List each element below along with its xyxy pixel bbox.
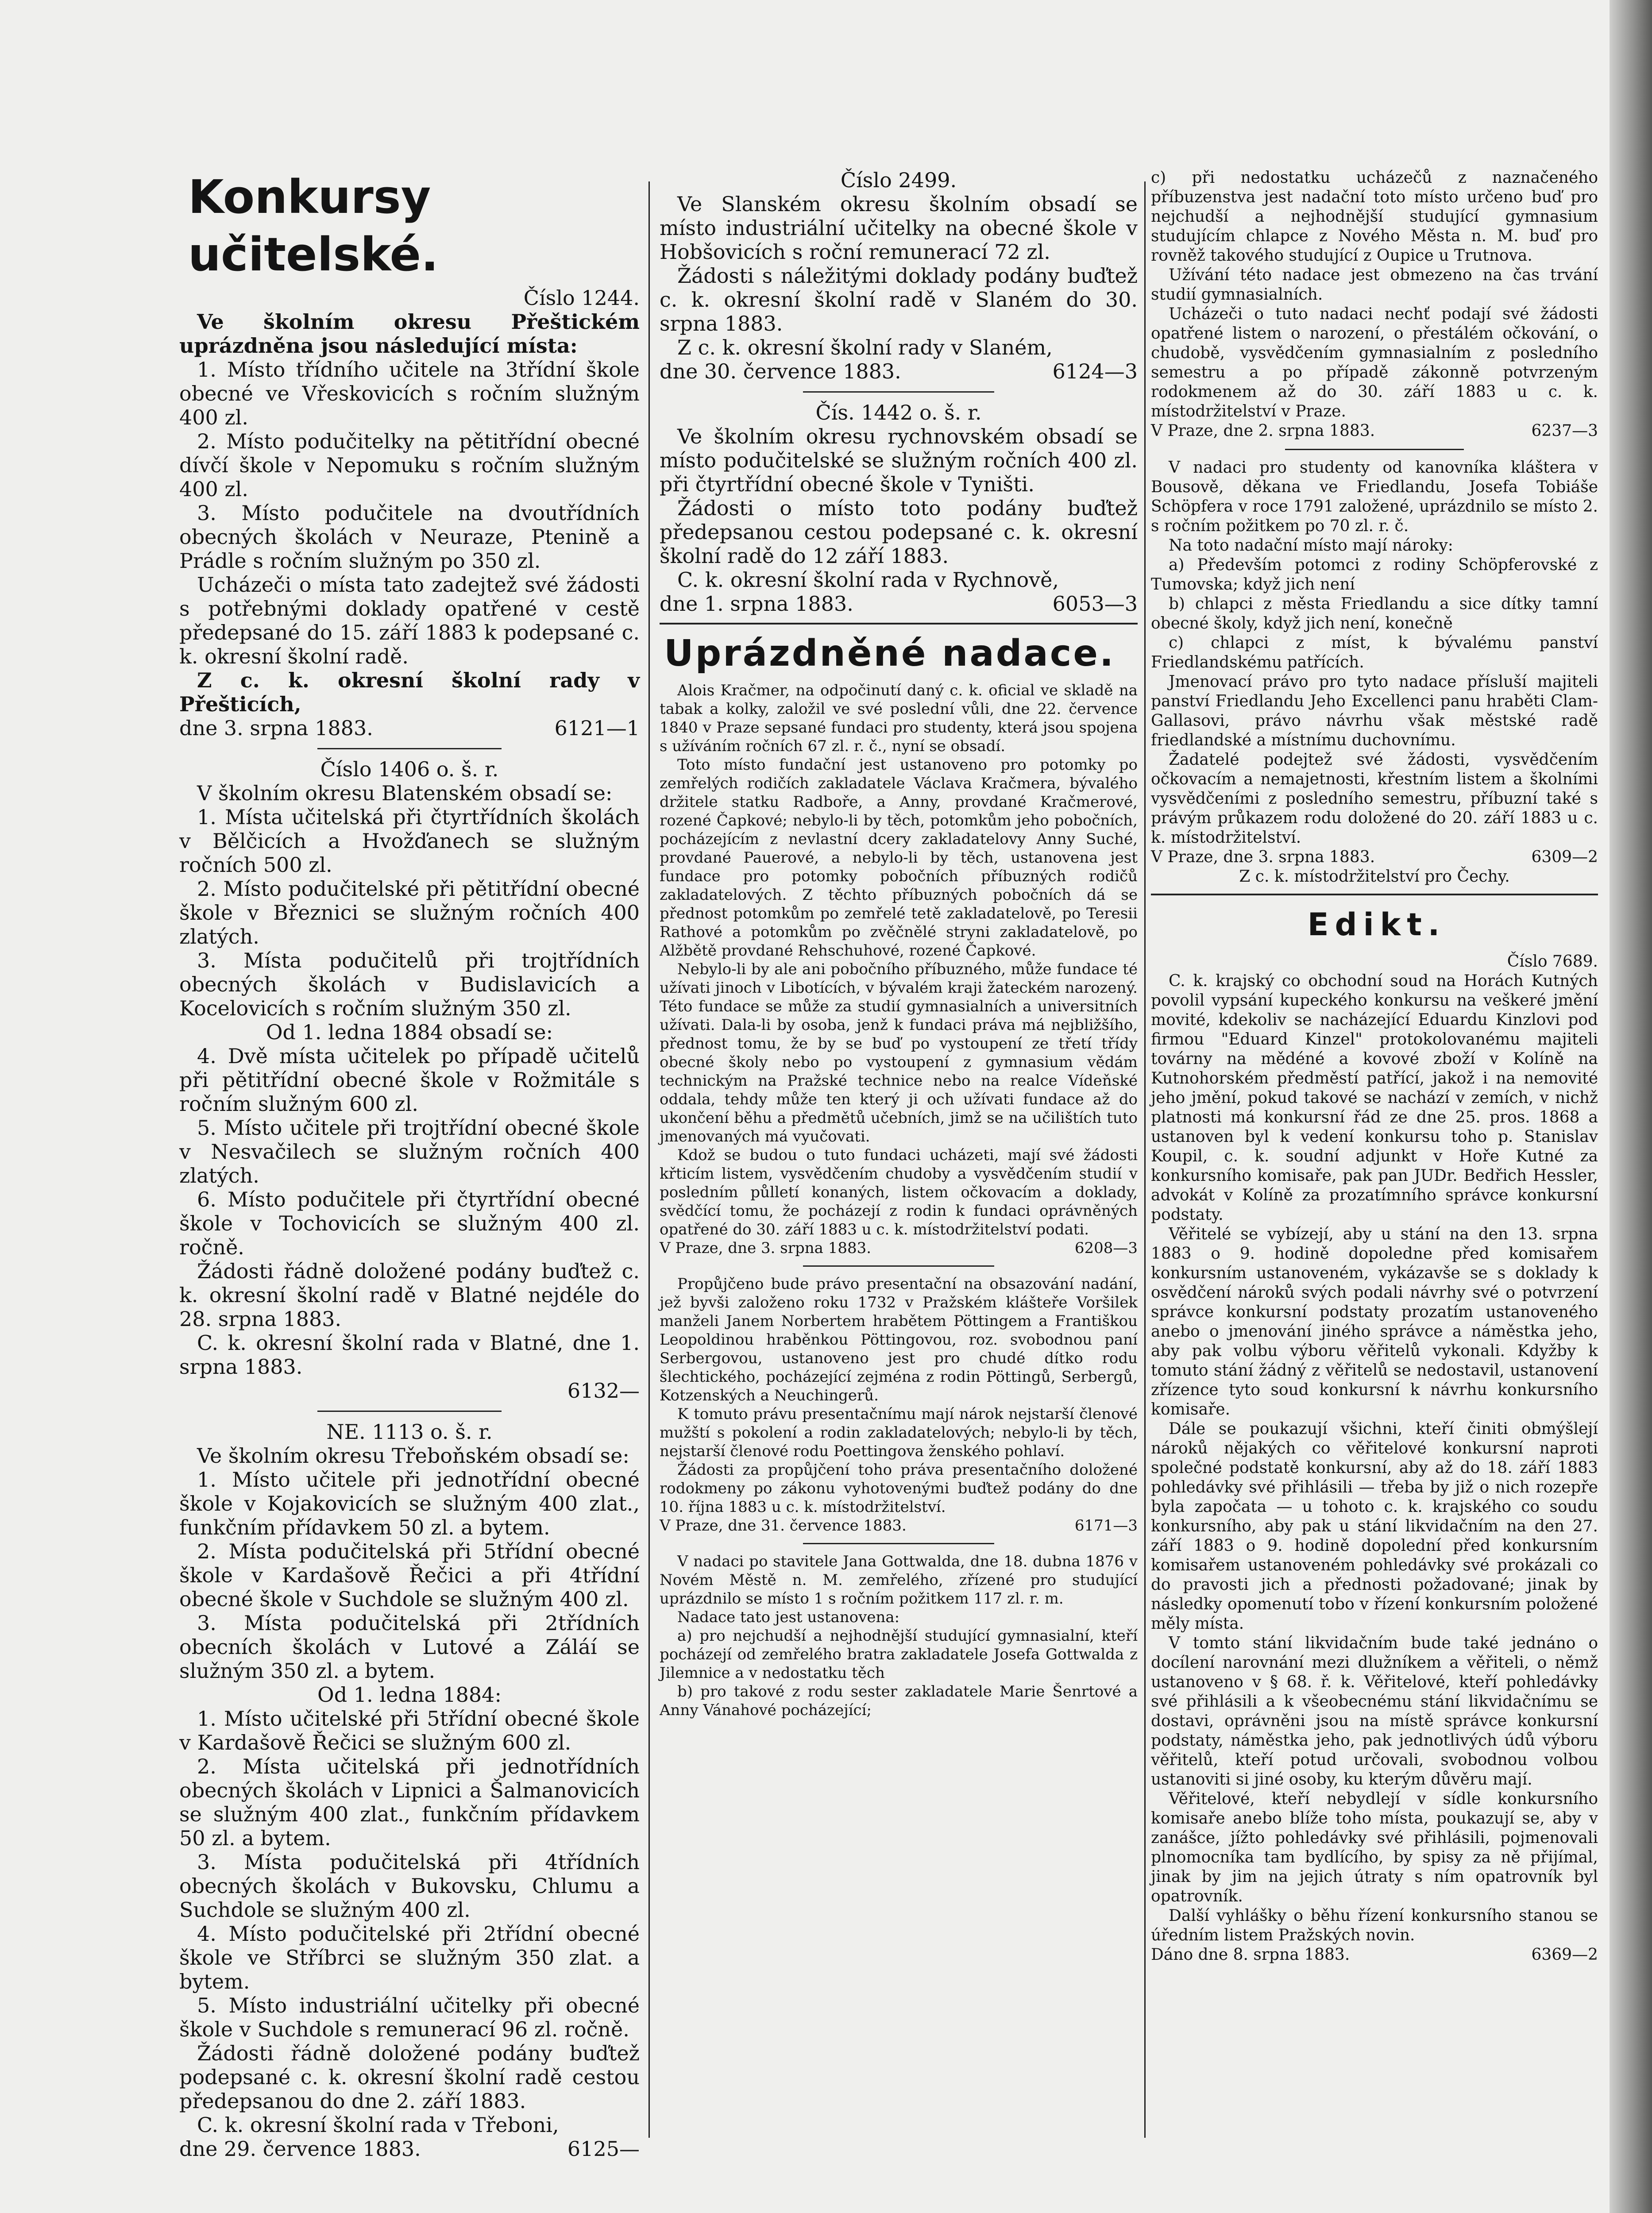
notice-ref: 6053—3 (1052, 592, 1138, 616)
divider (803, 1543, 994, 1544)
paragraph: c) při nedostatku ucházečů z naznačeného příbuzenstva jest nadační toto místo určeno buď pro nejchudší a nejhodnější studující gymnasium studujícím chlapce z Nového Města n. M. buď pro rovněž takového studující z Oupice u Trutnova. (1151, 169, 1598, 265)
notice-2499 (660, 168, 1138, 383)
divider (803, 1265, 994, 1267)
notice-body: Ve Slanském okresu školním obsadí se místo industriální učitelky na obecné škole v Hobšovicích s roční remunerací 72 zl. (660, 192, 1138, 264)
notice-body: Žádosti s náležitými doklady podány buďtež c. k. okresní školní radě v Slaném do 30. srpna 1883. (660, 264, 1138, 335)
divider (317, 1411, 502, 1412)
notice-date: Dáno dne 8. srpna 1883. (1151, 1946, 1350, 1964)
notice-date: V Praze, dne 31. července 1883. (660, 1517, 907, 1534)
notice-ref: 6237—3 (1531, 422, 1598, 440)
scan-edge (1610, 0, 1652, 2213)
divider (1151, 894, 1598, 895)
column-middle (660, 168, 1138, 1722)
notice-item: 3. Místa podučitelská při 2třídních obecních školách v Lutové a Záláí se služným 350 zl. a bytem. (179, 1611, 640, 1683)
notice-body: Ve školním okresu rychnovském obsadí se místo podučitelské se služným ročních 400 zl. při čtyrtřídní obecné škole v Tyništi. (660, 424, 1138, 496)
paragraph: V nadaci po stavitele Jana Gottwalda, dne 18. dubna 1876 v Novém Městě n. M. zemřelého, zřízené pro studující uprázdnilo se místo 1 s ročním požitkem 117 zl. r. m. (660, 1553, 1138, 1608)
notice-footer (660, 359, 1138, 383)
notice-number: Číslo 1406 o. š. r. (320, 757, 499, 781)
paragraph: Propůjčeno bude právo presentační na obsazování nadání, jež byvši založeno roku 1732 v Pražském klášteře Voršilek manželi Janem Norbertem hrabětem Pöttingem a Františkou Leopoldinou hraběnkou Pöttingovou, roz. svobodnou paní Serbergovou, ustanoveno jest pro chudé dítko rodu šlechtického, pocházející zejména z rodin Pöttingů, Serbergů, Kotzenských a Neuchingerů. (660, 1275, 1138, 1404)
paragraph: b) pro takové z rodu sester zakladatele Marie Šenrtové a Anny Vánahové pocházející; (660, 1683, 1138, 1719)
notice-item: 2. Místo podučitelské při pětitřídní obecné škole v Březnici se služným ročních 400 zlatých. (179, 877, 640, 948)
notice-footer (660, 592, 1138, 616)
section-title: Konkursy učitelské. (188, 170, 439, 281)
notice-item: 5. Místo industriální učitelky při obecné škole v Suchdole s remunerací 96 zl. ročně. (179, 1993, 640, 2041)
notice-signature: C. k. okresní školní rada v Rychnově, (677, 568, 1059, 592)
notice-item: 1. Místo učitelské při 5třídní obecné škole v Kardašově Řečici se služným 600 zl. (179, 1707, 640, 1754)
notice-date: V Praze, dne 3. srpna 1883. (1151, 848, 1375, 866)
notice-intro: Ve školním okresu Přeštickém uprázdněna jsou následující místa: (179, 310, 640, 358)
nadace-pottingen (660, 1275, 1138, 1535)
notice-1244 (179, 286, 640, 740)
paragraph: Nebylo-li by ale ani pobočního příbuzného, může fundace té užívati jinoch v Libotících, v bývalém kraji žateckém narozený. Této fundace se může za studií gymnasialních a universitních užívati. Dala-li by osoba, jenž k fundaci práva má nejbližšího, přednost tomu, že by se buď po vystoupení ze třetí třídy obecné školy nebo po vystoupení z gymnasium vědám technickým na Pražské technice nebo na realce Vídeňské oddala, tehdy může ten který ji och užívati fundace až do ukončení běhu a předmětů učebních, jimž se na učilištích tuto jmenovaných má vyučovati. (660, 960, 1138, 1145)
paragraph: Alois Kračmer, na odpočinutí daný c. k. oficial ve skladě na tabak a kolky, založil ve své poslední vůli, dne 22. července 1840 v Praze sepsané fundaci pro studenty, která jsou spojena s užíváním ročních 67 zl. r. č., nyní se obsadí. (660, 682, 1138, 755)
notice-date: V Praze, dne 2. srpna 1883. (1151, 422, 1375, 440)
notice-footer (1151, 1945, 1598, 1965)
section-banner: Edikt. (1307, 906, 1446, 943)
notice-ref: 6121—1 (554, 716, 640, 740)
notice-footer (179, 716, 640, 740)
notice-item: 1. Místo třídního učitele na 3třídní škole obecné ve Vřeskovicích s ročním služným 400 zl. (179, 358, 640, 429)
paragraph: Další vyhlášky o běhu řízení konkursního stanou se úředním listem Pražských novin. (1151, 1907, 1598, 1944)
notice-item: 4. Místo podučitelské při 2třídní obecné škole ve Stříbrci se služným 350 zlat. a bytem. (179, 1922, 640, 1993)
notice-signature: Z c. k. okresní školní rady v Přešticích, (179, 668, 640, 716)
notice-item: 2. Místo podučitelky na pětitřídní obecné dívčí škole v Nepomuku s ročním služným 400 zl. (179, 429, 640, 501)
notice-footer (660, 1516, 1138, 1535)
divider (317, 748, 502, 749)
notice-item: 6. Místo podučitele při čtyrtřídní obecné škole v Tochovicích se služným 400 zl. ročně. (179, 1187, 640, 1259)
paragraph: Nadace tato jest ustanovena: (677, 1608, 900, 1626)
column-left (179, 168, 640, 2163)
paragraph: Žádosti za propůjčení toho práva presentačního doložené rodokmeny po zákonu vyhotovenými buďtež podány do dne 10. října 1883 u c. k. místodržitelství. (660, 1461, 1138, 1516)
notice-item: 3. Místo podučitele na dvoutřídních obecných školách v Neuraze, Ptenině a Prádle s ročním služným po 350 zl. (179, 501, 640, 573)
notice-number: Číslo 1244. (523, 286, 640, 310)
paragraph: K tomuto právu presentačnímu mají nárok nejstarší členové mužští s pokolení a rodin zakladatelových; nebylo-li by těch, nejstarší členové rodu Poettingova ženského pohlaví. (660, 1405, 1138, 1460)
paragraph: C. k. krajský co obchodní soud na Horách Kutných povolil vypsání kupeckého konkursu na veškeré jmění movité, kdekoliv se nacházející Eduardu Kinzlovi pod firmou "Eduard Kinzel" protokolovanému majiteli továrny na mědéné a kovové zboží v Kolíně na Kutnohorském předměstí patřící, jakož i na nemovité jeho jmění, pokud takové se nachází v zemích, v nichž platnosti má konkursní řád ze dne 25. pros. 1868 a ustanoven byl k vedení konkursu toho p. Stanislav Koupil, c. k. soudní adjunkt v Hoře Kutné za konkursního komisaře, pak pan JUDr. Bedřich Hessler, advokát v Kolíně za prozatímního správce konkursní podstaty. (1151, 972, 1598, 1224)
notice-number: Čís. 1442 o. š. r. (815, 401, 982, 424)
paragraph: Ucházeči o tuto nadaci nechť podají své žádosti opatřené listem o narození, o přestálém očkování, o chudobě, vysvědčením gymnasialním z posledního semestru a po případě zákonně potvrzeným rodokmenem až do 30. září 1883 u c. k. místodržitelství v Praze. (1151, 305, 1598, 420)
notice-1113 (179, 1420, 640, 2161)
notice-ref: 6369—2 (1531, 1946, 1598, 1964)
notice-body: Žádosti řádně doložené podány buďtež c. k. okresní školní radě v Blatné nejdéle do 28. srpna 1883. (179, 1259, 640, 1331)
notice-date: dne 29. července 1883. (179, 2137, 421, 2161)
notice-footer (179, 2137, 640, 2161)
notice-1442 (660, 401, 1138, 616)
nadace-gottwald-cont (1151, 168, 1598, 441)
notice-item: 3. Místa podučitelská při 4třídních obecných školách v Bukovsku, Chlumu a Suchdole se služným 400 zl. (179, 1850, 640, 1922)
divider (660, 623, 1138, 625)
notice-ref: 6208—3 (1074, 1239, 1138, 1257)
paragraph: Věřitelové, kteří nebydlejí v sídle konkursního komisaře anebo blíže toho místa, poukazují se, aby v zanášce, jížto pohledávky své přihlásili, pojmenovali plnomocníka tam bydlícího, by spisy za ně přijímal, jinak by jim na jejich útraty s ním opatrovník byl opatrovník. (1151, 1790, 1598, 1905)
notice-signature: C. k. okresní školní rada v Blatné, dne 1. srpna 1883. (179, 1331, 640, 1379)
notice-signature: Z c. k. místodržitelství pro Čechy. (1239, 867, 1510, 886)
paragraph: c) chlapci z míst, k bývalému panství Friedlandskému patřících. (1151, 634, 1598, 671)
paragraph: Na toto nadační místo mají nároky: (1169, 536, 1453, 555)
notice-number: NE. 1113 o. š. r. (326, 1420, 493, 1444)
notice-ref: 6309—2 (1531, 848, 1598, 866)
notice-item: 2. Místa učitelská při jednotřídních obecných školách v Lipnici a Šalmanovicích se služným 400 zlat., funkčním přídavkem 50 zl. a bytem. (179, 1754, 640, 1850)
notice-number: Číslo 2499. (840, 168, 957, 192)
column-right (1151, 168, 1598, 1967)
notice-item: 3. Místa podučitelů při trojtřídních obecných školách v Budislavicích a Kocelovicích s ročním služným 350 zl. (179, 948, 640, 1020)
paragraph: V tomto stání likvidačním bude také jednáno o docílení narovnání mezi dlužníkem a věřiteli, o němž ustanoveno v § 68. ř. k. Věřitelové, kteří pohledávky své přihlásili a k všeobecnému stání likvidačnímu se dostavi, oprávněni jsou na místě správce konkursní podstaty, náměstka jeho, pak jednotlivých údů výboru věřitelů, kteří potud určovali, svobodnou volbou ustanoviti si jiné osoby, ku kterým důvěru mají. (1151, 1634, 1598, 1789)
divider (803, 391, 994, 393)
paragraph: a) pro nejchudší a nejhodnější studující gymnasialní, kteří pocházejí od zemřelého bratra zakladatele Josefa Gottwalda z Jilemnice a v nedostatku těch (660, 1627, 1138, 1682)
notice-body: Žádosti o místo toto podány buďtež předepsanou cestou podepsané c. k. okresní školní radě do 12 září 1883. (660, 496, 1138, 568)
notice-item: 4. Dvě místa učitelek po případě učitelů při pětitřídní obecné škole v Rožmitále s ročním služným 600 zl. (179, 1044, 640, 1116)
notice-date: dne 3. srpna 1883. (179, 716, 373, 740)
notice-item: 5. Místo učitele při trojtřídní obecné škole v Nesvačilech se služným ročních 400 zlatých. (179, 1116, 640, 1187)
notice-footer (1151, 848, 1598, 867)
paragraph: Dále se poukazují všichni, kteří činiti obmýšlejí nároků nějakých co věřitelové konkursní naproti společné podstatě konkursní, aby až do 18. září 1883 pohledávky své přihlásili — třeba by již o nich rozepře byla započata — u tohoto c. k. krajského co soudu konkursního, aby pak u stání likvidačním na den 27. září 1883 o 9. hodině dopolední před konkursním komisařem ustanoveném pohledávky své prokázali co do pravosti jich a přednosti požadované; jinak by následky opomenutí tobo v řízení konkursním položené měly místa. (1151, 1420, 1598, 1633)
notice-item: 2. Místa podučitelská při 5třídní obecné škole v Kardašově Řečici a při 4třídní obecné škole v Suchdole se služným 400 zl. (179, 1539, 640, 1611)
notice-signature: C. k. okresní školní rada v Třeboni, (197, 2113, 559, 2137)
notice-date: dne 1. srpna 1883. (660, 592, 853, 616)
paragraph: Věřitelé se vybízejí, aby u stání na den 13. srpna 1883 o 9. hodině dopoledne před komisařem konkursním ustanoveném, vykázavše se s doklady k osvědčení nároků svých podali návrhy své o potvrzení správce konkursní podstaty prozatím ustanoveného anebo o jmenování jiného správce a náměstka jeho, aby pak volbu výboru věřitelů vykonali. Kdyžby k tomuto stání žádný z věřitelů se nedostavil, ustanovení zřízence tyto soud konkursní k návrhu konkursního komisaře. (1151, 1225, 1598, 1419)
notice-intro: Ve školním okresu Třeboňském obsadí se: (197, 1444, 629, 1468)
divider (1285, 449, 1464, 450)
edikt-7689 (1151, 952, 1598, 1965)
nadace-schopfer (1151, 458, 1598, 887)
notice-ref: 6132— (567, 1379, 640, 1403)
notice-subheading: Od 1. ledna 1884 obsadí se: (266, 1020, 553, 1044)
nadace-kracmer (660, 681, 1138, 1257)
notice-ref: 6124—3 (1052, 359, 1138, 383)
column-rule (1144, 181, 1146, 2138)
notice-body: Žádosti řádně doložené podány buďtež podepsané c. k. okresní školní radě cestou předepsanou do dne 2. září 1883. (179, 2041, 640, 2113)
paragraph: Kdož se budou o tuto fundaci ucházeti, mají své žádosti křticím listem, vysvědčením chudoby a vysvědčením studií v posledním půlletí konaných, listem očkovacím a doklady, svědčící tomu, že pocházejí z rodin k fundaci oprávněných opatřené do 30. září 1883 u c. k. místodržitelství podati. (660, 1146, 1138, 1238)
notice-date: V Praze, dne 3. srpna 1883. (660, 1239, 872, 1257)
paragraph: b) chlapci z města Friedlandu a sice dítky tamní obecné školy, když jich není, konečně (1151, 595, 1598, 632)
notice-subheading: Od 1. ledna 1884: (317, 1683, 502, 1707)
notice-ref: 6171—3 (1074, 1517, 1138, 1534)
notice-intro: V školním okresu Blatenském obsadí se: (197, 781, 613, 805)
notice-date: dne 30. července 1883. (660, 359, 901, 383)
notice-footer (1151, 421, 1598, 441)
nadace-gottwald (660, 1552, 1138, 1720)
column-rule (648, 181, 650, 2138)
notice-item: 1. Místo učitele při jednotřídní obecné škole v Kojakovicích se služným 400 zlat., funkčním přídavkem 50 zl. a bytem. (179, 1468, 640, 1539)
notice-item: 1. Místa učitelská při čtyrtřídních školách v Bělčicích a Hvožďanech se služným ročních 500 zl. (179, 805, 640, 877)
notice-signature: Z c. k. okresní školní rady v Slaném, (677, 335, 1053, 359)
paragraph: a) Především potomci z rodiny Schöpferovské z Tumovska; když jich není (1151, 556, 1598, 594)
notice-number: Číslo 7689. (1507, 952, 1598, 971)
paragraph: Užívání této nadace jest obmezeno na čas trvání studií gymnasialních. (1151, 266, 1598, 304)
paragraph: Toto místo fundační jest ustanoveno pro potomky po zemřelých rodičích zakladatele Václava Kračmera, bývalého držitele statku Radboře, a Anny, provdané Kračmerové, rozené Čapkové; nebylo-li by těch, potomkům jeho pobočních, pocházejícím z nevlastní dcery zakladatelovy Anny Suché, provdané Pauerové, a nebylo-li by těch, ustanovena jest fundace pro potomky pobočních příbuzných rodičů zakladatelových. Z těchto příbuzných pobočních dá se přednost potomkům po zemřelé tetě zakladatelově, po Teresii Rathové a potomkům po zvěčnělé stryni zakladatelově, po Alžbětě provdané Rehschuhové, rozené Čapkové. (660, 756, 1138, 960)
notice-body: Ucházeči o místa tato zadejtež své žádosti s potřebnými doklady opatřené v cestě předepsané do 15. září 1883 k podepsané c. k. okresní školní radě. (179, 573, 640, 668)
section-banner: Uprázdněné nadace. (664, 632, 1115, 675)
notice-1406 (179, 757, 640, 1403)
paragraph: V nadaci pro studenty od kanovníka kláštera v Bousově, děkana ve Friedlandu, Josefa Tobiáše Schöpfera v roce 1791 založené, uprázdnilo se místo 2. s ročním požitkem po 70 zl. r. č. (1151, 459, 1598, 535)
notice-ref: 6125— (567, 2137, 640, 2161)
notice-footer (660, 1239, 1138, 1257)
paragraph: Jmenovací právo pro tyto nadace přísluší majiteli panství Friedlandu Jeho Excellenci panu hraběti Clam-Gallasovi, právo návrhu však městské radě friedlandské a místnímu duchovnímu. (1151, 673, 1598, 749)
paragraph: Žadatelé podejtež své žádosti, vysvědčením očkovacím a nemajetnosti, křestním listem a školními vysvědčeními z posledního semestru, příbuzní také s právým průkazem rodu doložené do 20. září 1883 u c. k. místodržitelství. (1151, 751, 1598, 847)
